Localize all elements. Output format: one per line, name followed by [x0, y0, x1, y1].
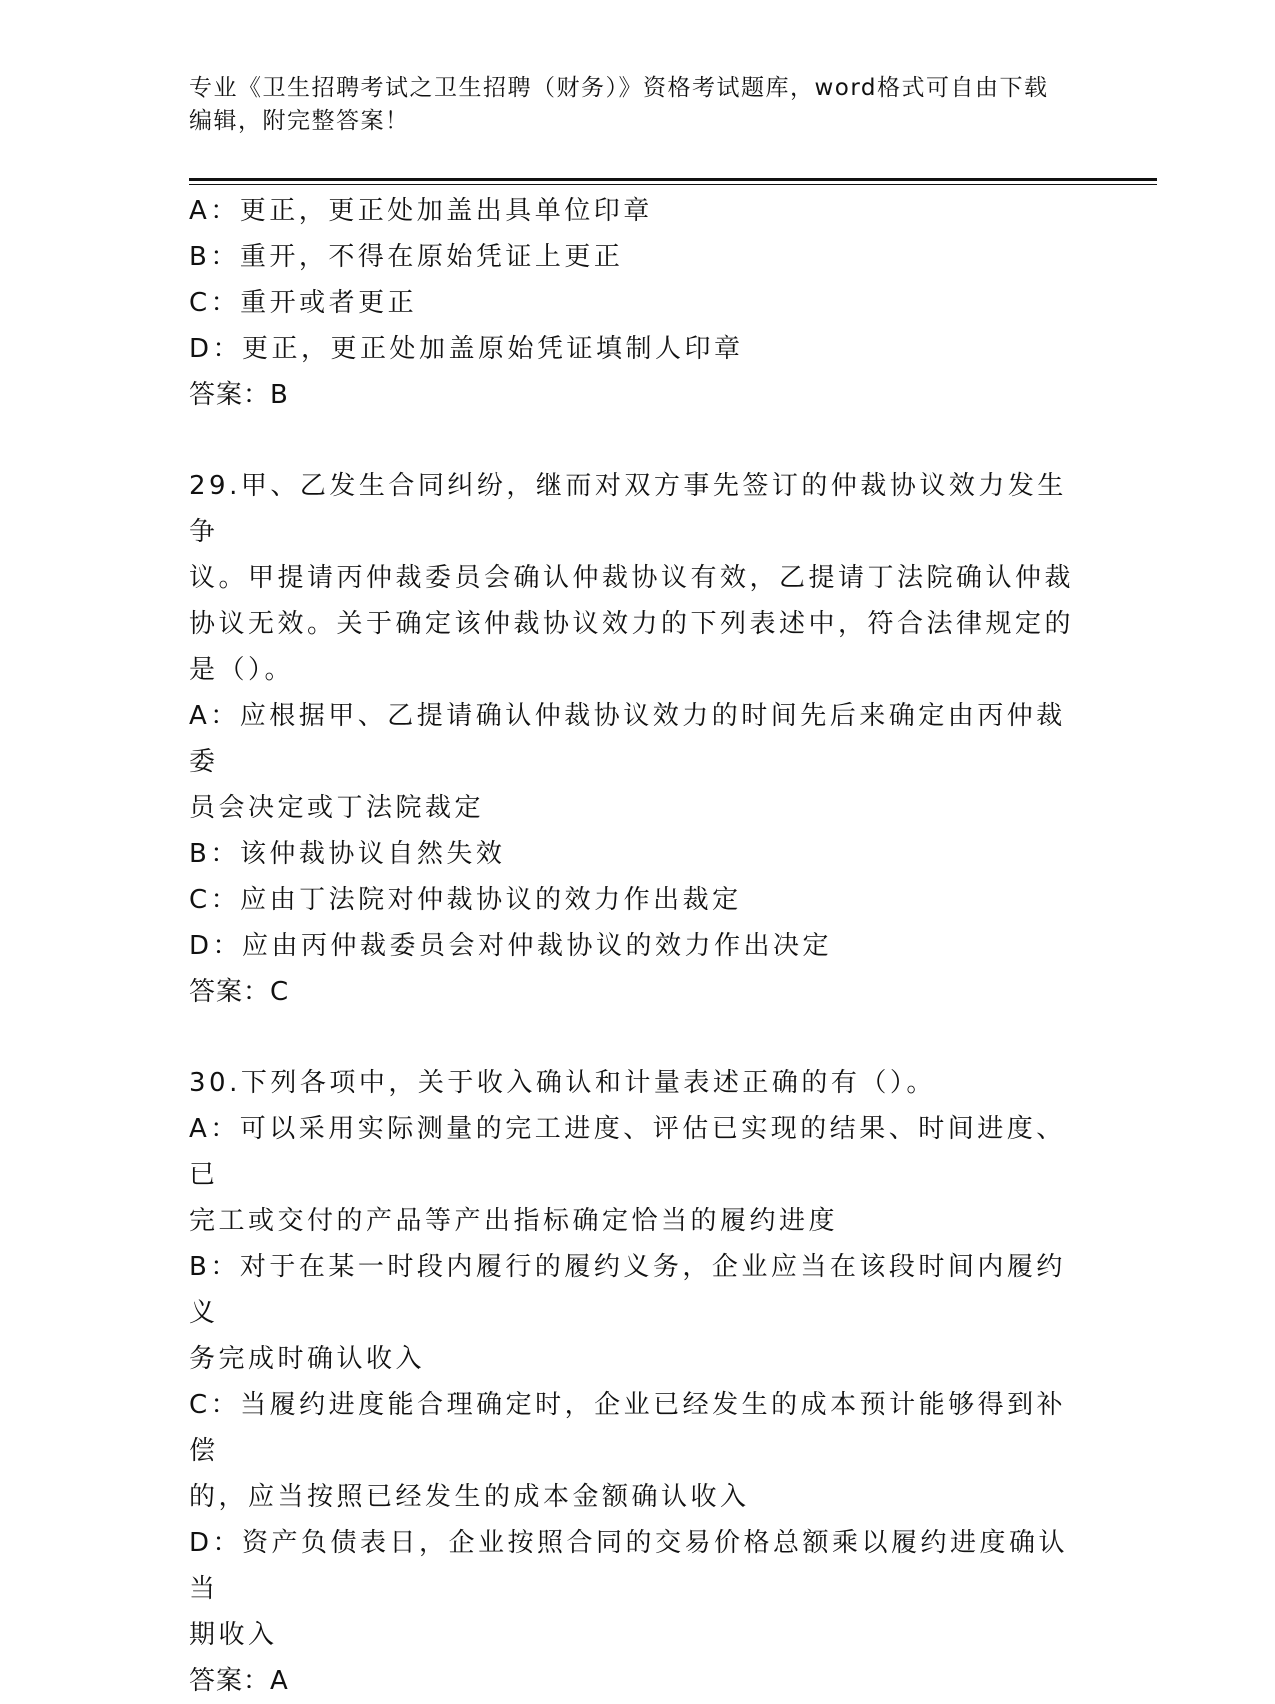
- header-line-1: 专业《卫生招聘考试之卫生招聘（财务）》资格考试题库，word格式可自由下载: [189, 75, 1049, 101]
- question-text-line: 30.下列各项中，关于收入确认和计量表述正确的有（）。: [189, 1068, 936, 1098]
- option-b: B：对于在某一时段内履行的履约义务，企业应当在该段时间内履约义: [189, 1252, 1066, 1328]
- option-b: B：重开，不得在原始凭证上更正: [189, 242, 624, 272]
- option-a: A：应根据甲、乙提请确认仲裁协议效力的时间先后来确定由丙仲裁委: [189, 701, 1066, 777]
- question-text-line: 是（）。: [189, 655, 295, 685]
- question-text-line: 29.甲、乙发生合同纠纷，继而对双方事先签订的仲裁协议效力发生争: [189, 471, 1067, 547]
- option-a: A：更正，更正处加盖出具单位印章: [189, 196, 653, 226]
- header-line-2: 编辑，附完整答案！: [189, 108, 410, 134]
- header-divider-thick: [189, 178, 1157, 181]
- question-text-line: 协议无效。关于确定该仲裁协议效力的下列表述中，符合法律规定的: [189, 609, 1075, 639]
- answer-label: 答案：A: [189, 1666, 289, 1696]
- option-c-continued: 的，应当按照已经发生的成本金额确认收入: [189, 1482, 750, 1512]
- question-content: [189, 188, 1089, 1704]
- question-28-block: [189, 188, 1089, 418]
- question-30-block: [189, 1060, 1089, 1704]
- option-b: B：该仲裁协议自然失效: [189, 839, 506, 869]
- option-c: C：重开或者更正: [189, 288, 418, 318]
- option-a-continued: 完工或交付的产品等产出指标确定恰当的履约进度: [189, 1206, 839, 1236]
- option-d-continued: 期收入: [189, 1620, 278, 1650]
- header-divider-thin: [189, 184, 1157, 185]
- answer-label: 答案：B: [189, 380, 289, 410]
- option-c: C：应由丁法院对仲裁协议的效力作出裁定: [189, 885, 742, 915]
- option-d: D：资产负债表日，企业按照合同的交易价格总额乘以履约进度确认当: [189, 1528, 1069, 1604]
- option-c: C：当履约进度能合理确定时，企业已经发生的成本预计能够得到补偿: [189, 1390, 1067, 1466]
- document-header: [189, 72, 1069, 138]
- option-d: D：应由丙仲裁委员会对仲裁协议的效力作出决定: [189, 931, 833, 961]
- question-29-block: [189, 463, 1089, 1015]
- option-a-continued: 员会决定或丁法院裁定: [189, 793, 485, 823]
- answer-label: 答案：C: [189, 977, 290, 1007]
- question-text-line: 议。甲提请丙仲裁委员会确认仲裁协议有效，乙提请丁法院确认仲裁: [189, 563, 1075, 593]
- option-d: D：更正，更正处加盖原始凭证填制人印章: [189, 334, 744, 364]
- option-b-continued: 务完成时确认收入: [189, 1344, 426, 1374]
- option-a: A：可以采用实际测量的完工进度、评估已实现的结果、时间进度、已: [189, 1114, 1066, 1190]
